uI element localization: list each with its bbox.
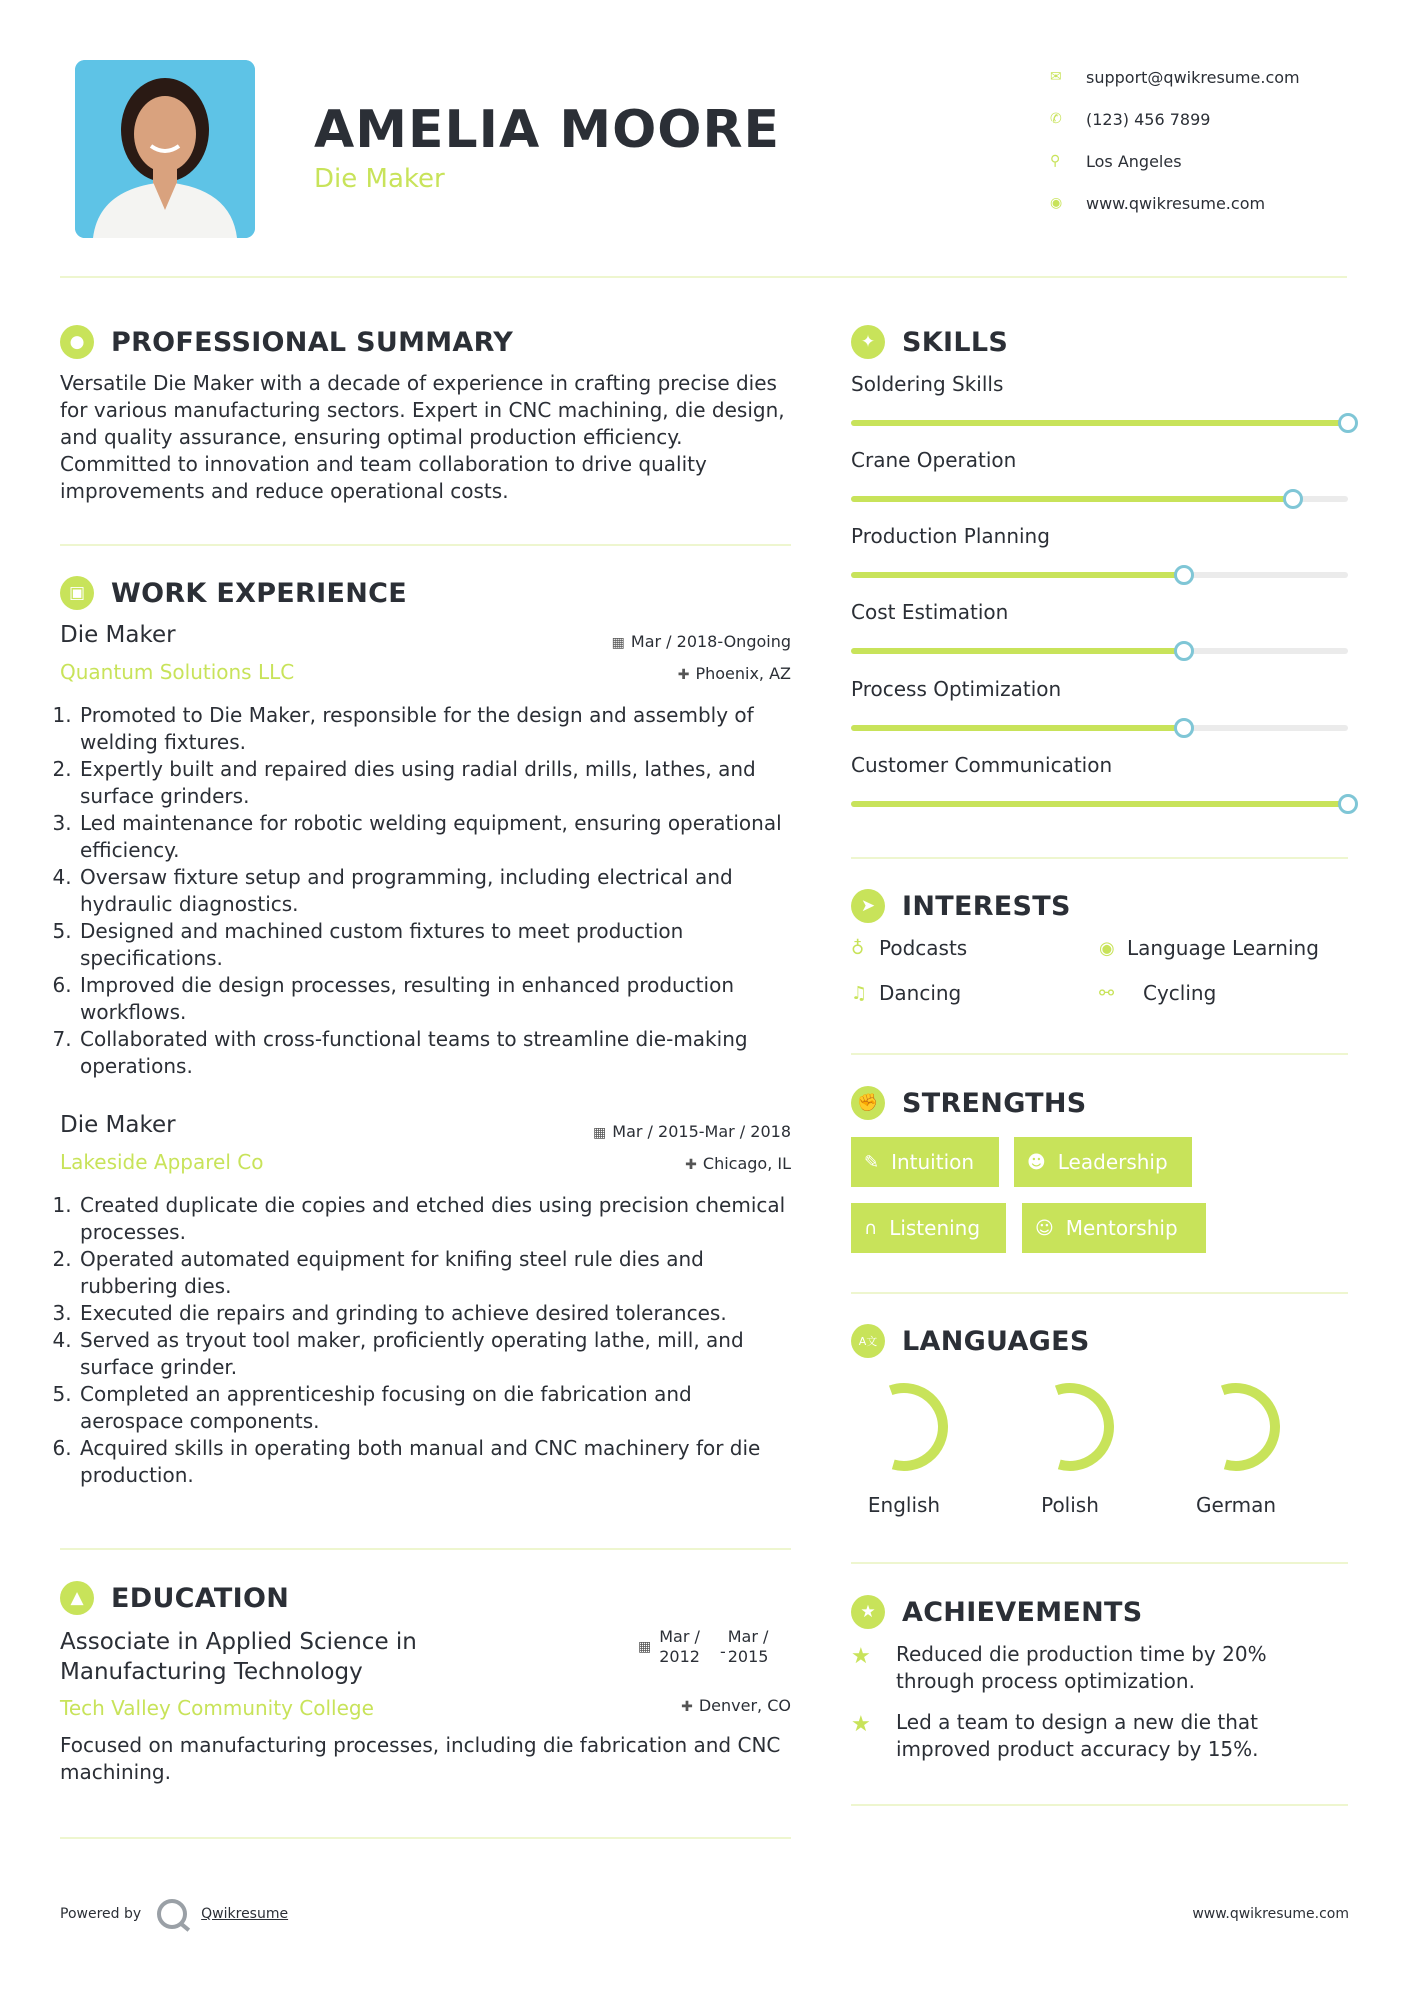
qwikresume-logo-icon — [157, 1899, 187, 1929]
education-end-year: 2015 — [727, 1647, 769, 1666]
language-gauge — [854, 1377, 954, 1477]
strength-chip — [851, 1203, 1006, 1253]
skill-knob — [1174, 565, 1194, 585]
job-1-dates-text: Mar / 2018-Ongoing — [630, 632, 791, 651]
avatar — [75, 60, 255, 238]
interest-label: Cycling — [1143, 981, 1217, 1005]
achievement-item — [851, 1709, 1311, 1763]
list-item: 3. Led maintenance for robotic welding equipment, ensuring operational efficiency. — [78, 810, 796, 864]
language-item — [834, 1377, 974, 1517]
summary-title: PROFESSIONAL SUMMARY — [111, 326, 514, 358]
skill-item — [851, 677, 1351, 703]
contact-email-text: support@qwikresume.com — [1086, 67, 1300, 87]
strength-chip — [851, 1137, 999, 1187]
language-item — [1000, 1377, 1140, 1517]
skill-fill — [851, 496, 1293, 502]
list-item: 1. Promoted to Die Maker, responsible for the design and assembly of welding fixtures. — [78, 702, 796, 756]
date-separator: - — [719, 1642, 726, 1661]
strength-label: Intuition — [891, 1150, 975, 1174]
interests-heading — [851, 889, 1071, 923]
strengths-divider — [851, 1292, 1348, 1294]
skill-track — [851, 420, 1348, 426]
graduation-cap-icon: ▲ — [60, 1581, 94, 1615]
calendar-icon: ▦ — [638, 1639, 652, 1655]
education-title: EDUCATION — [111, 1582, 290, 1614]
map-pin-icon: ⚲ — [1050, 153, 1061, 169]
interest-item — [851, 981, 961, 1005]
job-2-company: Lakeside Apparel Co — [60, 1150, 264, 1174]
user-icon: ● — [60, 325, 94, 359]
skill-track — [851, 801, 1348, 807]
skill-item — [851, 600, 1351, 626]
headphones-icon: ∩ — [864, 1217, 878, 1239]
users-icon: ☻ — [1027, 1151, 1046, 1173]
achievements-divider — [851, 1804, 1348, 1806]
skill-name: Process Optimization — [851, 677, 1062, 701]
strength-label: Listening — [889, 1216, 981, 1240]
contact-website[interactable] — [1050, 182, 1300, 224]
experience-heading — [60, 576, 407, 610]
fist-icon: ✊ — [851, 1086, 885, 1120]
achievements-title: ACHIEVEMENTS — [902, 1596, 1143, 1628]
summary-divider — [60, 544, 791, 546]
candidate-role: Die Maker — [314, 164, 445, 194]
skill-name: Crane Operation — [851, 448, 1017, 472]
interest-item — [1099, 936, 1319, 960]
strength-chip — [1014, 1137, 1192, 1187]
list-item: 6. Acquired skills in operating both manual and CNC machinery for die production. — [78, 1435, 796, 1489]
skill-knob — [1338, 413, 1358, 433]
pin-icon: ✚ — [685, 1157, 697, 1173]
interest-label: Dancing — [879, 981, 962, 1005]
language-gauge — [1186, 1377, 1286, 1477]
skill-fill — [851, 725, 1184, 731]
language-gauge — [1020, 1377, 1120, 1477]
achievements-heading — [851, 1595, 1143, 1629]
powered-by-label: Powered by — [60, 1906, 142, 1922]
job-2-title: Die Maker — [60, 1112, 176, 1138]
list-item: 7. Collaborated with cross-functional teams to streamline die-making operations. — [78, 1026, 796, 1080]
list-item: 6. Improved die design processes, resulting in enhanced production workflows. — [78, 972, 796, 1026]
contact-phone-text: (123) 456 7899 — [1086, 109, 1211, 129]
list-item: 2. Expertly built and repaired dies using radial drills, mills, lathes, and surface grinders. — [78, 756, 796, 810]
skill-knob — [1283, 489, 1303, 509]
strengths-title: STRENGTHS — [902, 1087, 1087, 1119]
paper-plane-icon: ➤ — [851, 889, 885, 923]
languages-heading — [851, 1324, 1090, 1358]
skill-track — [851, 648, 1348, 654]
summary-text: Versatile Die Maker with a decade of experience in crafting precise dies for various manufacturing sectors. Expert in CNC machining, die design, and quality assurance, ensuring optimal production efficiency. Committed to innovation and team collaboration to drive quality improvements and reduce operational costs. — [60, 371, 785, 503]
strength-label: Mentorship — [1065, 1216, 1178, 1240]
list-item: 4. Served as tryout tool maker, proficiently operating lathe, mill, and surface grinder. — [78, 1327, 796, 1381]
language-name: Polish — [1041, 1493, 1099, 1517]
calendar-icon: ▦ — [611, 635, 625, 651]
lightbulb-icon: ✦ — [851, 325, 885, 359]
skills-divider — [851, 857, 1348, 859]
education-start-year: 2012 — [659, 1647, 700, 1666]
contact-list — [1050, 56, 1300, 224]
list-item: 5. Completed an apprenticeship focusing on die fabrication and aerospace components. — [78, 1381, 796, 1435]
contact-location-text: Los Angeles — [1086, 151, 1182, 171]
skill-knob — [1174, 641, 1194, 661]
job-1-title: Die Maker — [60, 622, 176, 648]
user-plus-icon: ☺ — [1035, 1217, 1054, 1239]
contact-location — [1050, 140, 1300, 182]
list-item: 4. Oversaw fixture setup and programming, including electrical and hydraulic diagnostics. — [78, 864, 796, 918]
contact-website-text: www.qwikresume.com — [1086, 193, 1266, 213]
job-1-company: Quantum Solutions LLC — [60, 660, 295, 684]
education-location — [681, 1696, 791, 1715]
interest-item — [1099, 981, 1216, 1005]
briefcase-icon: ▣ — [60, 576, 94, 610]
skill-knob — [1338, 794, 1358, 814]
strength-chip — [1022, 1203, 1206, 1253]
education-description: Focused on manufacturing processes, including die fabrication and CNC machining. — [60, 1733, 781, 1784]
header-divider — [60, 276, 1347, 278]
skill-fill — [851, 648, 1184, 654]
star-icon: ★ — [851, 1712, 871, 1737]
contact-email[interactable] — [1050, 56, 1300, 98]
job-2-dates — [593, 1122, 791, 1141]
education-start-month: Mar / — [659, 1627, 700, 1646]
list-item: 2. Operated automated equipment for knifing steel rule dies and rubbering dies. — [78, 1246, 796, 1300]
skill-fill — [851, 801, 1348, 807]
contact-phone[interactable] — [1050, 98, 1300, 140]
achievement-item — [851, 1641, 1311, 1695]
pin-icon: ✚ — [681, 1699, 693, 1715]
job-2-location — [685, 1154, 791, 1173]
globe-icon: ◉ — [1099, 937, 1115, 959]
skill-name: Production Planning — [851, 524, 1050, 548]
education-location-text: Denver, CO — [698, 1696, 791, 1715]
skill-item — [851, 524, 1351, 550]
skill-track — [851, 725, 1348, 731]
education-degree: Associate in Applied Science in Manufacturing Technology — [60, 1629, 417, 1685]
strength-label: Leadership — [1057, 1150, 1168, 1174]
education-divider — [60, 1837, 791, 1839]
star-badge-icon: ★ — [851, 1595, 885, 1629]
skills-title: SKILLS — [902, 326, 1009, 358]
candidate-name: AMELIA MOORE — [314, 100, 781, 160]
list-item: 5. Designed and machined custom fixtures to meet production specifications. — [78, 918, 796, 972]
footer-website[interactable]: www.qwikresume.com — [1192, 1906, 1349, 1922]
skill-item — [851, 753, 1351, 779]
skill-track — [851, 496, 1348, 502]
footer-branding — [60, 1899, 288, 1929]
star-icon: ★ — [851, 1644, 871, 1669]
education-end — [728, 1627, 769, 1667]
language-name: English — [867, 1493, 941, 1517]
job-2-dates-text: Mar / 2015-Mar / 2018 — [612, 1122, 791, 1141]
experience-title: WORK EXPERIENCE — [111, 577, 407, 609]
language-icon: A文 — [851, 1324, 885, 1358]
job-2-bullets — [56, 1192, 796, 1489]
education-dates — [638, 1627, 768, 1667]
language-name: German — [1195, 1493, 1277, 1517]
skill-name: Soldering Skills — [851, 372, 1004, 396]
education-start — [659, 1627, 700, 1667]
experience-divider — [60, 1548, 791, 1550]
envelope-icon: ✉ — [1050, 69, 1062, 85]
interest-label: Language Learning — [1127, 936, 1319, 960]
list-item: 1. Created duplicate die copies and etched dies using precision chemical processes. — [78, 1192, 796, 1246]
language-item — [1166, 1377, 1306, 1517]
languages-divider — [851, 1562, 1348, 1564]
education-end-month: Mar / — [727, 1627, 769, 1646]
languages-title: LANGUAGES — [902, 1325, 1090, 1357]
skill-item — [851, 372, 1351, 398]
job-1-bullets — [56, 702, 796, 1080]
job-1-location — [678, 664, 791, 683]
globe-icon: ◉ — [1050, 195, 1063, 211]
job-1-dates — [612, 632, 791, 651]
summary-heading — [60, 325, 513, 359]
list-item: 3. Executed die repairs and grinding to achieve desired tolerances. — [78, 1300, 796, 1327]
achievement-text: Led a team to design a new die that improved product accuracy by 15%. — [896, 1710, 1259, 1761]
pin-icon: ✚ — [677, 667, 690, 683]
language-gauge-arc — [1057, 1388, 1109, 1466]
skill-knob — [1174, 718, 1194, 738]
skill-track — [851, 572, 1348, 578]
profile-photo — [75, 60, 255, 238]
skill-fill — [851, 572, 1184, 578]
job-1-location-text: Phoenix, AZ — [695, 664, 791, 683]
skill-fill — [851, 420, 1348, 426]
achievement-text: Reduced die production time by 20% through process optimization. — [896, 1642, 1267, 1693]
language-gauge-arc — [891, 1388, 943, 1466]
education-heading — [60, 1581, 289, 1615]
magic-wand-icon: ✎ — [864, 1151, 880, 1173]
music-note-icon: ♫ — [851, 982, 868, 1004]
skills-heading — [851, 325, 1008, 359]
interests-divider — [851, 1053, 1348, 1055]
skill-name: Customer Communication — [851, 753, 1113, 777]
qwikresume-link[interactable]: Qwikresume — [201, 1906, 289, 1922]
language-gauge-arc — [1223, 1388, 1275, 1466]
education-school: Tech Valley Community College — [60, 1696, 374, 1720]
skill-item — [851, 448, 1351, 474]
interest-label: Podcasts — [879, 936, 968, 960]
calendar-icon: ▦ — [593, 1125, 607, 1141]
microphone-icon: ♁ — [851, 937, 865, 959]
phone-icon: ✆ — [1050, 111, 1062, 127]
bicycle-icon: ⚯ — [1099, 982, 1115, 1004]
skill-name: Cost Estimation — [851, 600, 1009, 624]
job-2-location-text: Chicago, IL — [702, 1154, 791, 1173]
strengths-heading — [851, 1086, 1087, 1120]
interests-title: INTERESTS — [902, 890, 1071, 922]
interest-item — [851, 936, 967, 960]
